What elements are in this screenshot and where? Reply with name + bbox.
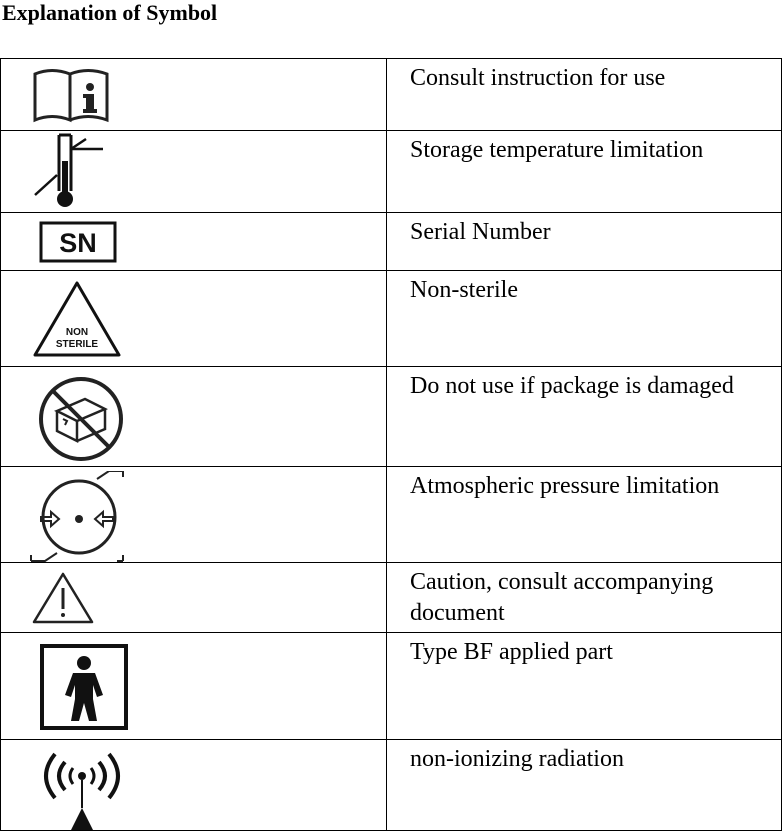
- table-row: [1, 131, 782, 213]
- symbol-cell: [1, 740, 387, 831]
- symbol-table: [0, 58, 782, 831]
- consult-instructions-icon: [32, 68, 110, 124]
- symbol-cell: [1, 563, 387, 633]
- non-ionizing-radiation-icon: [35, 748, 129, 832]
- symbol-cell: [1, 367, 387, 467]
- symbol-description: Non-sterile: [387, 271, 782, 367]
- symbol-description: Do not use if package is damaged: [387, 367, 782, 467]
- symbol-description: Caution, consult accompanying document: [387, 563, 782, 633]
- symbol-description: Storage temperature limitation: [387, 131, 782, 213]
- non-sterile-icon-text-2: STERILE: [55, 339, 99, 350]
- table-row: [1, 467, 782, 563]
- symbol-description: Type BF applied part: [387, 633, 782, 740]
- serial-number-icon-text: SN: [59, 228, 97, 258]
- non-sterile-icon: [31, 279, 123, 359]
- temperature-limitation-icon: [31, 131, 106, 213]
- symbol-cell: [1, 131, 387, 213]
- table-row: [1, 59, 782, 131]
- symbol-description: non-ionizing radiation: [387, 740, 782, 831]
- symbol-cell: [1, 633, 387, 740]
- do-not-use-if-damaged-icon: [33, 373, 133, 463]
- symbol-cell: [1, 271, 387, 367]
- symbol-description: Consult instruction for use: [387, 59, 782, 131]
- non-sterile-icon-text-1: NON: [65, 327, 89, 338]
- table-row: [1, 213, 782, 271]
- symbol-cell: [1, 59, 387, 131]
- atmospheric-pressure-icon: [29, 471, 125, 563]
- table-row: [1, 740, 782, 831]
- symbol-description: Atmospheric pressure limitation: [387, 467, 782, 563]
- table-row: [1, 271, 782, 367]
- table-row: [1, 633, 782, 740]
- page-title: Explanation of Symbol: [2, 0, 218, 25]
- table-row: [1, 563, 782, 633]
- symbol-description: Serial Number: [387, 213, 782, 271]
- serial-number-icon: [39, 221, 117, 263]
- caution-icon: [31, 571, 95, 625]
- type-bf-applied-part-icon: [39, 643, 129, 731]
- symbol-cell: [1, 467, 387, 563]
- symbol-cell: [1, 213, 387, 271]
- table-row: [1, 367, 782, 467]
